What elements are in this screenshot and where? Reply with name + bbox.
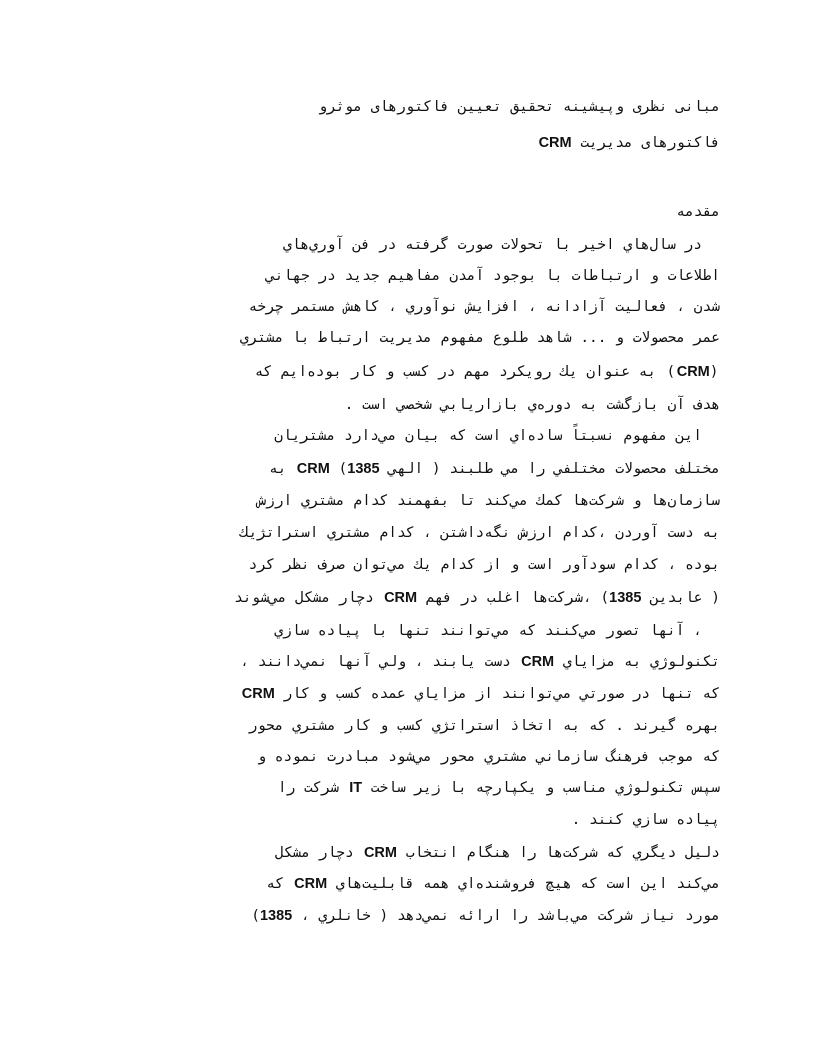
document-title-line-2-text: فاکتورهای مدیریت CRM [538, 135, 720, 151]
body-line: كه تنها در صورتي مي‌توانند از مزاياي عمده كسب و كار CRM [241, 686, 720, 702]
body-line: مختلف محصولات مختلفي را مي طلبند ( الهي 1385) CRM به [269, 461, 720, 477]
document-title-line-1: مبانی نظری وپیشینه تحقیق تعیین فاکتورهای موثرو [318, 99, 720, 115]
body-line: بوده ، كدام سودآور است و از كدام يك مي‌توان صرف نظر كرد [248, 557, 720, 573]
body-line: عمر محصولات و ... شاهد طلوع مفهوم مديريت ارتباط با مشتري [239, 330, 720, 346]
body-line: بهره گيرند . كه به اتخاذ استراتژي كسب و كار مشتري محور [248, 718, 720, 734]
body-line: ، آنها تصور مي‌كنند كه مي‌توانند تنها با پياده سازي [274, 623, 702, 639]
body-line: اطلاعات و ارتباطات با بوجود آمدن مفاهيم جديد در جهاني [266, 268, 720, 284]
body-line: مي‌كند اين است كه هيچ فروشنده‌اي همه قابليت‌هاي CRM كه [266, 876, 720, 892]
body-line: تكنولوژي به مزاياي CRM دست يابند ، ولي آنها نمي‌دانند ، [240, 654, 720, 670]
body-line: مورد نياز شركت مي‌باشد را ارائه نمي‌دهد ( خانلري ، 1385) [251, 908, 720, 924]
section-heading: مقدمه [676, 204, 720, 220]
body-line: سازمان‌ها و شركت‌ها كمك مي‌كند تا بفهمند كدام مشتري ارزش [257, 493, 720, 509]
document-page [100, 0, 720, 1056]
body-line: (CRM) به عنوان يك رويكرد مهم در كسب و كار بوده‌ايم كه [254, 364, 720, 380]
document-title-line-2 [100, 133, 720, 153]
body-line: كه موجب فرهنگ سازماني مشتري محور مي‌شود مبادرت نموده و [257, 749, 720, 765]
body-line: ( عابدين 1385) ،شركت‌ها اغلب در فهم CRM دچار مشكل مي‌شوند [234, 590, 720, 606]
body-line: پياده سازي كنند . [571, 812, 720, 828]
body-line: اين مفهوم نسبتاً ساده‌اي است كه بيان مي‌دارد مشتريان [274, 428, 702, 444]
body-line: سپس تكنولوژي مناسب و يكپارچه با زير ساخت IT شركت را [277, 780, 720, 796]
body-line: شدن ، فعاليت آزادانه ، افزايش نوآوري ، كاهش مستمر چرخه [248, 299, 720, 315]
body-line: به دست آوردن ،كدام ارزش نگه‌داشتن ، كدام مشتري استراتژيك [239, 525, 720, 541]
body-line: دليل ديگري كه شركت‌ها را هنگام انتخاب CRM دچار مشكل [275, 845, 720, 861]
body-line: در سال‌هاي اخير با تحولات صورت گرفته در فن آوري‌هاي [282, 237, 702, 253]
body-line: هدف آن بازگشت به دوره‌ي بازاريابي شخصي است . [344, 397, 720, 413]
